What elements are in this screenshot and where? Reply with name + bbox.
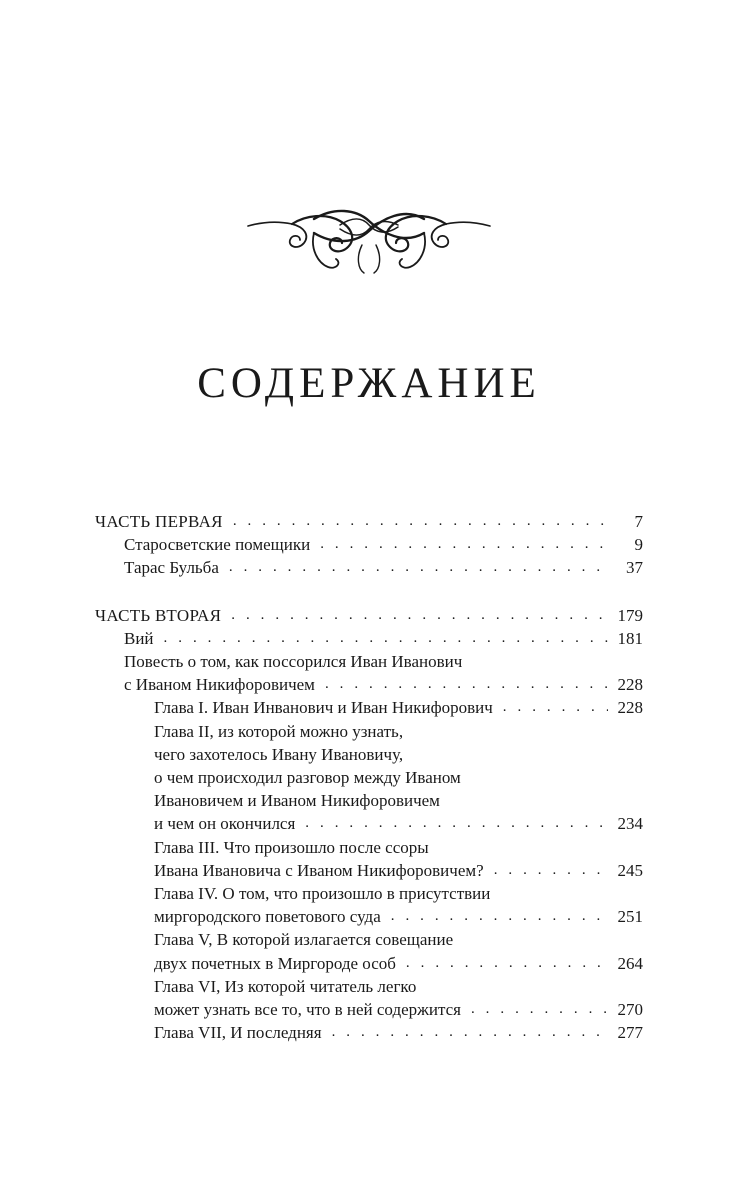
entry-title: Старосветские помещики — [124, 535, 311, 555]
chapter-title-line: Ивана Ивановича с Иваном Никифоровичем? — [154, 860, 484, 880]
dot-leader — [406, 952, 608, 975]
table-of-contents — [95, 510, 643, 1044]
page-number: 270 — [617, 1000, 643, 1020]
toc-chapter-entry — [95, 696, 643, 719]
chapter-title-line: миргородского поветового суда — [154, 907, 381, 927]
dot-leader — [471, 998, 608, 1021]
chapter-title-line: Глава VI, Из которой читатель легко — [154, 976, 417, 996]
page-number: 181 — [617, 628, 643, 648]
dot-leader — [305, 812, 607, 835]
page-number: 245 — [617, 860, 643, 880]
dot-leader — [332, 1021, 608, 1044]
entry-title-line: Повесть о том, как поссорился Иван Иванович — [124, 652, 463, 672]
page-number: 234 — [617, 814, 643, 834]
page-number: 251 — [617, 907, 643, 927]
dot-leader — [164, 627, 608, 650]
page-number: 228 — [617, 675, 643, 695]
chapter-title-line: о чем происходил разговор между Иваном — [154, 768, 461, 788]
chapter-title-line: и чем он окончился — [154, 814, 296, 834]
chapter-title-line: Глава II, из которой можно узнать, — [154, 721, 404, 741]
page-number: 9 — [634, 535, 643, 555]
chapter-title-line: Глава IV. О том, что произошло в присутствии — [154, 884, 491, 904]
toc-chapter-entry — [95, 1021, 643, 1044]
page-number: 264 — [617, 953, 643, 973]
toc-entry — [95, 650, 643, 696]
page-title: СОДЕРЖАНИЕ — [197, 360, 541, 407]
toc-chapter-entry — [95, 928, 643, 974]
chapter-title-line: двух почетных в Миргороде особ — [154, 953, 396, 973]
toc-entry-part-one — [95, 510, 643, 533]
dot-leader — [320, 533, 611, 556]
dot-leader — [229, 556, 611, 579]
chapter-title-line: Ивановичем и Иваном Никифоровичем — [154, 791, 440, 811]
toc-chapter-entry — [95, 975, 643, 1021]
toc-chapter-entry — [95, 720, 643, 836]
chapter-title-line: может узнать все то, что в ней содержится — [154, 1000, 461, 1020]
page-number: 277 — [617, 1023, 643, 1043]
dot-leader — [233, 510, 611, 533]
toc-entry — [95, 627, 643, 650]
dot-leader — [503, 696, 608, 719]
dot-leader — [494, 859, 608, 882]
part-heading: ЧАСТЬ ПЕРВАЯ — [95, 512, 223, 531]
dot-leader — [391, 905, 608, 928]
toc-entry-part-two — [95, 604, 643, 627]
chapter-title-line: чего захотелось Ивану Ивановичу, — [154, 744, 404, 764]
toc-entry — [95, 556, 643, 579]
chapter-title: Глава I. Иван Инванович и Иван Никифорович — [154, 698, 493, 718]
page-number: 7 — [634, 512, 643, 531]
page-number: 37 — [626, 558, 643, 578]
part-heading: ЧАСТЬ ВТОРАЯ — [95, 605, 222, 625]
dot-leader — [325, 673, 608, 696]
entry-title-line: с Иваном Никифоровичем — [124, 675, 315, 695]
page-number: 179 — [617, 605, 643, 625]
toc-chapter-entry — [95, 836, 643, 882]
entry-title: Тарас Бульба — [124, 558, 219, 578]
chapter-title: Глава VII, И последняя — [154, 1023, 322, 1043]
toc-entry — [95, 533, 643, 556]
scroll-flourish-ornament — [244, 205, 494, 277]
chapter-title-line: Глава V, В которой излагается совещание — [154, 930, 454, 950]
page-number: 228 — [617, 698, 643, 718]
toc-chapter-entry — [95, 882, 643, 928]
chapter-title-line: Глава III. Что произошло после ссоры — [154, 837, 429, 857]
dot-leader — [231, 604, 607, 627]
entry-title: Вий — [124, 628, 154, 648]
